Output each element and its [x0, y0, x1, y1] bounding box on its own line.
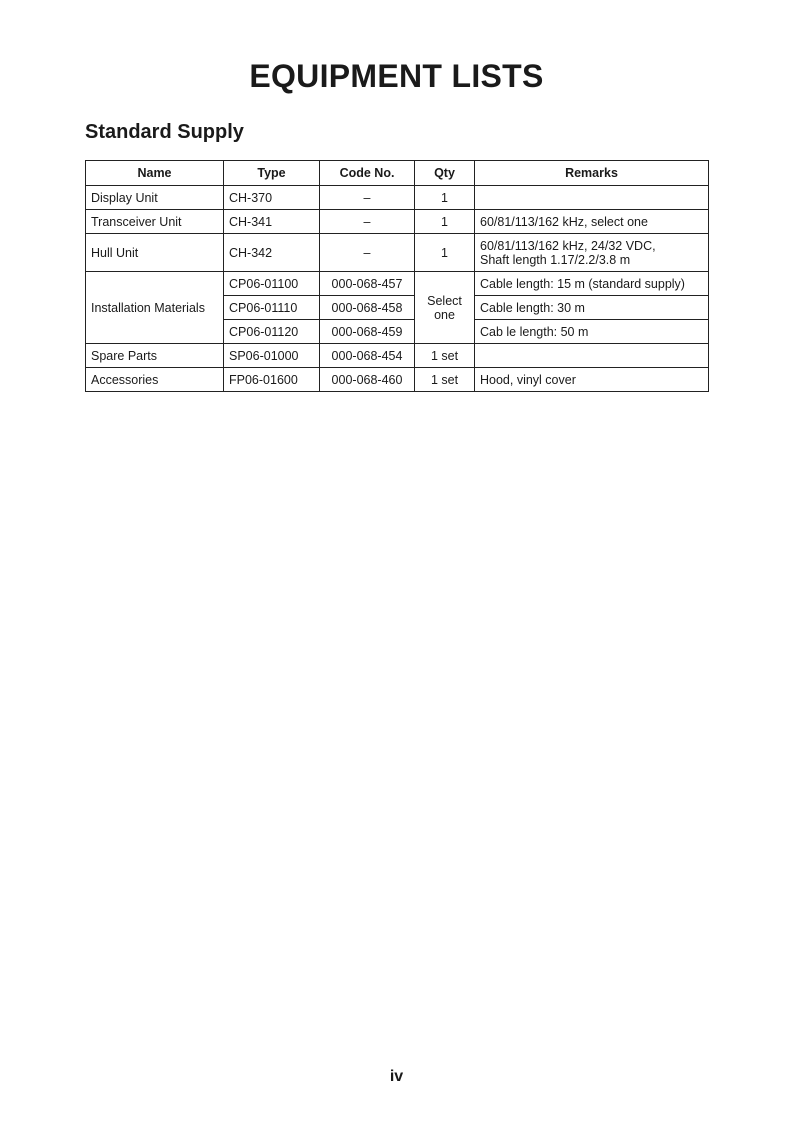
table-row [86, 234, 709, 272]
table-row [86, 368, 709, 392]
cell-qty: 1 [415, 186, 475, 210]
page-title: EQUIPMENT LISTS [249, 58, 544, 94]
cell-code: 000-068-459 [320, 320, 415, 344]
cell-code: 000-068-457 [320, 272, 415, 296]
table-header-row [86, 161, 709, 186]
table-row [86, 186, 709, 210]
table-row [86, 272, 709, 296]
cell-type: CH-342 [224, 234, 320, 272]
page-number: iv [389, 1068, 404, 1085]
cell-name: Transceiver Unit [86, 210, 224, 234]
cell-qty: 1 set [415, 344, 475, 368]
cell-remarks: Hood, vinyl cover [475, 368, 709, 392]
table-row [86, 344, 709, 368]
cell-code: 000-068-454 [320, 344, 415, 368]
cell-remarks: 60/81/113/162 kHz, select one [475, 210, 709, 234]
cell-code: – [320, 186, 415, 210]
column-header-code: Code No. [320, 161, 415, 186]
cell-qty: 1 set [415, 368, 475, 392]
qty-line: one [434, 307, 455, 322]
cell-qty [415, 272, 475, 344]
remarks-line: Shaft length 1.17/2.2/3.8 m [480, 252, 631, 267]
cell-type: CP06-01100 [224, 272, 320, 296]
cell-remarks: Cable length: 15 m (standard supply) [475, 272, 709, 296]
cell-remarks [475, 234, 709, 272]
cell-name: Spare Parts [86, 344, 224, 368]
column-header-qty: Qty [415, 161, 475, 186]
cell-qty: 1 [415, 234, 475, 272]
cell-remarks [475, 186, 709, 210]
cell-name: Installation Materials [86, 272, 224, 344]
column-header-name: Name [86, 161, 224, 186]
cell-type: FP06-01600 [224, 368, 320, 392]
cell-type: CH-370 [224, 186, 320, 210]
cell-type: CP06-01120 [224, 320, 320, 344]
table-row [86, 210, 709, 234]
cell-code: – [320, 234, 415, 272]
cell-remarks [475, 344, 709, 368]
remarks-line: 60/81/113/162 kHz, 24/32 VDC, [480, 238, 656, 253]
cell-name: Accessories [86, 368, 224, 392]
cell-qty: 1 [415, 210, 475, 234]
equipment-table [85, 160, 709, 392]
column-header-remarks: Remarks [475, 161, 709, 186]
section-title: Standard Supply [85, 121, 244, 143]
cell-name: Display Unit [86, 186, 224, 210]
cell-name: Hull Unit [86, 234, 224, 272]
cell-code: – [320, 210, 415, 234]
cell-remarks: Cab le length: 50 m [475, 320, 709, 344]
column-header-type: Type [224, 161, 320, 186]
cell-code: 000-068-458 [320, 296, 415, 320]
cell-type: CP06-01110 [224, 296, 320, 320]
cell-code: 000-068-460 [320, 368, 415, 392]
cell-type: CH-341 [224, 210, 320, 234]
cell-type: SP06-01000 [224, 344, 320, 368]
cell-remarks: Cable length: 30 m [475, 296, 709, 320]
qty-line: Select [427, 293, 462, 308]
